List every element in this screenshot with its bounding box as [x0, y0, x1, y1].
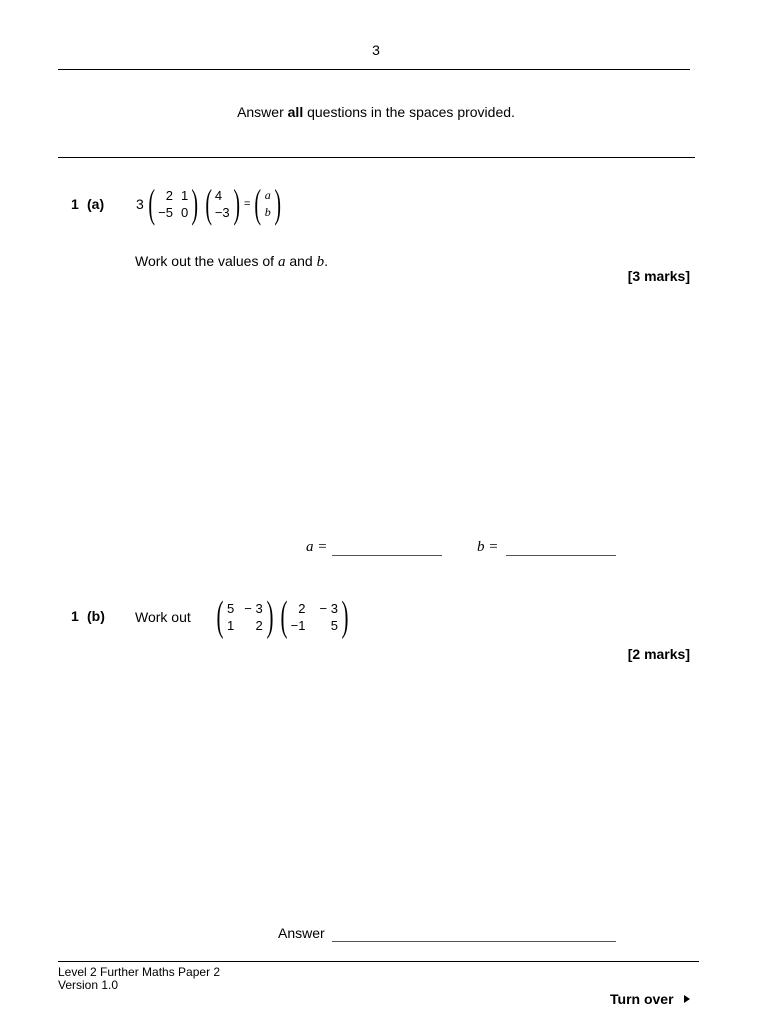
instruction: [0, 104, 752, 120]
q1a-scalar: 3: [136, 196, 144, 212]
matrix-cell: 0: [180, 205, 189, 220]
right-paren: ): [274, 181, 281, 226]
header-rule: [58, 69, 690, 70]
prompt-end: .: [324, 253, 328, 269]
q1b-matrix-right: [291, 601, 338, 633]
left-paren: (: [254, 181, 262, 226]
left-paren: (: [216, 594, 224, 640]
q1a-result: [265, 188, 271, 220]
footer-line2: Version 1.0: [58, 978, 119, 992]
q1a-matrix: [158, 188, 188, 220]
turn-over-label: Turn over: [610, 991, 674, 1007]
instruction-rule: [58, 157, 695, 158]
right-paren: ): [233, 181, 240, 226]
result-a: a: [264, 188, 271, 202]
answer-b-label: [477, 538, 498, 556]
matrix-cell: 1: [180, 188, 189, 203]
arrow-right-icon: [682, 993, 692, 1005]
answer-b-text: b =: [477, 539, 499, 555]
prompt-a: a: [277, 254, 286, 270]
q1b-matrix-left: [227, 601, 263, 633]
q1a-prompt: [135, 253, 328, 271]
instruction-pre: Answer: [237, 104, 288, 120]
q1a-marks: [3 marks]: [627, 268, 690, 284]
matrix-cell: −5: [158, 205, 173, 220]
page-number: 3: [372, 42, 380, 58]
instruction-bold: all: [287, 104, 304, 120]
q1a-vector: [215, 188, 230, 220]
footer-line1: Level 2 Further Maths Paper 2: [58, 965, 221, 979]
matrix-cell: −1: [290, 618, 306, 633]
matrix-cell: 2: [255, 618, 263, 633]
instruction-post: questions in the spaces provided.: [303, 104, 515, 120]
matrix-cell: 5: [330, 618, 338, 633]
q1a-expression: [136, 181, 284, 226]
q1b-answer-label: Answer: [278, 925, 325, 941]
q1b-part: (b): [87, 608, 105, 624]
q1b-expression: [213, 596, 352, 638]
matrix-cell: 5: [227, 601, 235, 616]
vector-cell: −3: [214, 205, 230, 220]
prompt-pre: Work out the values of: [135, 253, 278, 269]
q1a-number: 1: [71, 196, 79, 212]
q1a-part: (a): [87, 196, 105, 212]
result-b: b: [264, 205, 271, 219]
answer-b-field[interactable]: [506, 555, 616, 556]
turn-over: [610, 991, 692, 1007]
vector-cell: 4: [214, 188, 223, 203]
right-paren: ): [341, 594, 349, 640]
matrix-cell: − 3: [319, 601, 338, 616]
prompt-and: and: [285, 253, 317, 269]
equals-sign: =: [244, 198, 251, 210]
left-paren: (: [280, 594, 288, 640]
right-paren: ): [191, 181, 199, 226]
right-paren: ): [266, 594, 274, 640]
matrix-cell: 1: [227, 618, 235, 633]
matrix-cell: − 3: [244, 601, 263, 616]
answer-a-label: [306, 538, 327, 556]
q1b-answer-field[interactable]: [332, 941, 616, 942]
answer-a-field[interactable]: [332, 555, 442, 556]
q1b-prompt: Work out: [135, 609, 191, 625]
q1b-marks: [2 marks]: [627, 646, 690, 662]
left-paren: (: [148, 181, 155, 226]
q1b-number: 1: [71, 608, 79, 624]
matrix-cell: 2: [165, 188, 173, 203]
matrix-cell: 2: [298, 601, 306, 616]
left-paren: (: [204, 181, 212, 226]
answer-a-text: a =: [306, 539, 328, 555]
prompt-b: b: [316, 254, 325, 270]
footer-rule: [58, 961, 699, 962]
